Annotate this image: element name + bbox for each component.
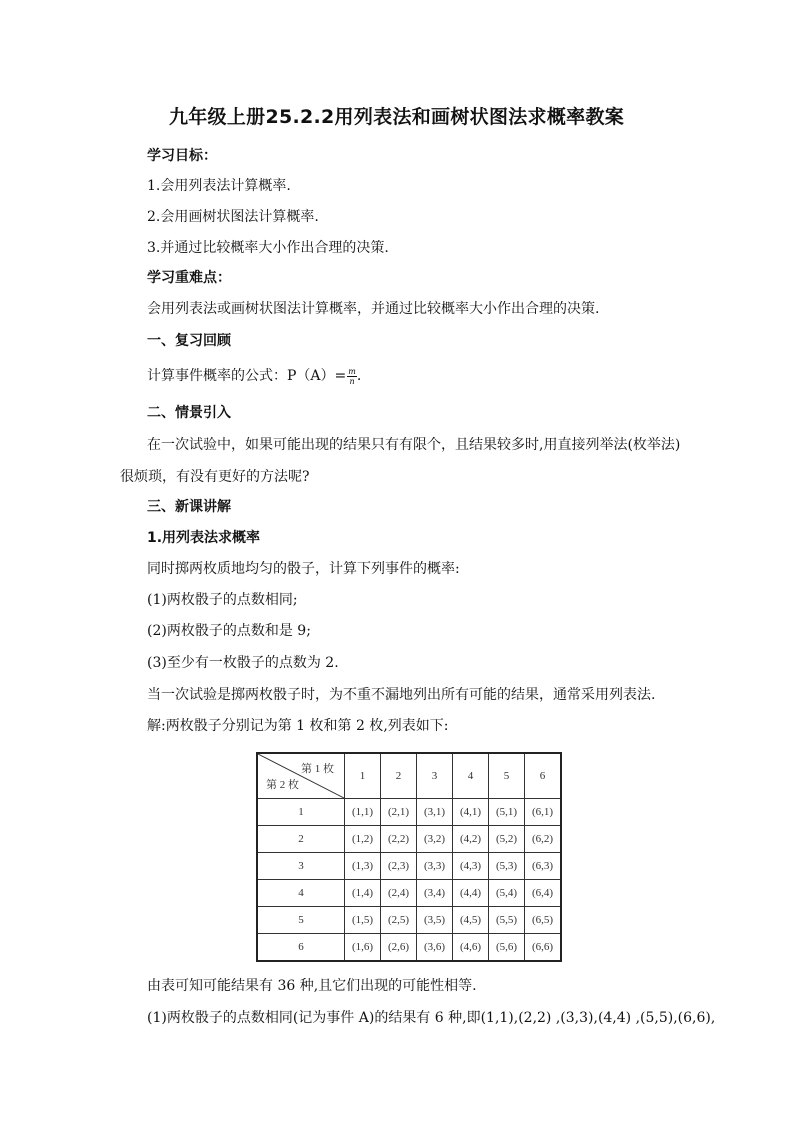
table-cell: (1,6) (345, 934, 381, 962)
row-header: 2 (257, 826, 345, 853)
table-cell: (3,5) (417, 907, 453, 934)
row-header: 4 (257, 880, 345, 907)
corner-label-first-die: 第 1 枚 (301, 763, 334, 775)
table-cell: (4,1) (453, 799, 489, 826)
table-row (257, 907, 561, 934)
table-cell: (6,2) (525, 826, 562, 853)
table-cell: (2,4) (381, 880, 417, 907)
table-cell: (6,3) (525, 853, 562, 880)
table-row (257, 934, 561, 962)
fraction (347, 367, 357, 386)
table-cell: (2,1) (381, 799, 417, 826)
row-header: 1 (257, 799, 345, 826)
table-cell: (6,5) (525, 907, 562, 934)
table-cell: (6,6) (525, 934, 562, 962)
column-header: 4 (453, 753, 489, 799)
intro-line: 很烦琐，有没有更好的方法呢? (120, 469, 310, 485)
solution-intro: 解:两枚骰子分别记为第 1 枚和第 2 枚,列表如下: (147, 718, 449, 734)
table-cell: (3,3) (417, 853, 453, 880)
table-cell: (2,6) (381, 934, 417, 962)
table-cell: (5,6) (489, 934, 525, 962)
corner-label-second-die: 第 2 枚 (266, 779, 299, 791)
table-corner-cell (257, 753, 345, 799)
column-header: 6 (525, 753, 562, 799)
table-header-row (257, 753, 561, 799)
table-cell: (1,2) (345, 826, 381, 853)
intro-line: 在一次试验中，如果可能出现的结果只有有限个，且结果较多时,用直接列举法(枚举法) (147, 437, 681, 453)
table-cell: (4,3) (453, 853, 489, 880)
dice-outcome-table (256, 752, 562, 962)
page-title: 九年级上册25.2.2用列表法和画树状图法求概率教案 (168, 106, 625, 128)
conclusion-text: 由表可知可能结果有 36 种,且它们出现的可能性相等. (147, 978, 477, 994)
table-cell: (4,2) (453, 826, 489, 853)
table-cell: (5,3) (489, 853, 525, 880)
table-cell: (5,1) (489, 799, 525, 826)
keypoints-heading: 学习重难点： (147, 270, 231, 286)
review-formula (147, 366, 361, 386)
table-cell: (4,5) (453, 907, 489, 934)
objective-item: 3.并通过比较概率大小作出合理的决策. (147, 240, 389, 256)
table-row (257, 880, 561, 907)
formula-prefix: 计算事件概率的公式：P（A）= (147, 368, 347, 384)
intro-heading: 二、情景引入 (147, 405, 231, 421)
method-note: 当一次试验是掷两枚骰子时，为不重不漏地列出所有可能的结果，通常采用列表法. (147, 687, 656, 703)
objectives-heading: 学习目标： (147, 148, 217, 164)
fraction-numerator: m (348, 366, 356, 376)
table-cell: (2,2) (381, 826, 417, 853)
problem-item: (1)两枚骰子的点数相同; (147, 592, 298, 608)
row-header: 6 (257, 934, 345, 962)
table-cell: (2,5) (381, 907, 417, 934)
table-cell: (4,4) (453, 880, 489, 907)
table-cell: (5,5) (489, 907, 525, 934)
problem-item: (2)两枚骰子的点数和是 9; (147, 623, 311, 639)
fraction-denominator: n (349, 376, 355, 386)
column-header: 1 (345, 753, 381, 799)
table-cell: (1,4) (345, 880, 381, 907)
table-row (257, 826, 561, 853)
table-cell: (4,6) (453, 934, 489, 962)
column-header: 5 (489, 753, 525, 799)
table-cell: (3,2) (417, 826, 453, 853)
column-header: 3 (417, 753, 453, 799)
table-row (257, 853, 561, 880)
table-cell: (2,3) (381, 853, 417, 880)
column-header: 2 (381, 753, 417, 799)
objective-item: 1.会用列表法计算概率. (147, 178, 291, 194)
sub-heading: 1.用列表法求概率 (147, 530, 261, 546)
table-cell: (3,1) (417, 799, 453, 826)
row-header: 3 (257, 853, 345, 880)
keypoints-text: 会用列表法或画树状图法计算概率，并通过比较概率大小作出合理的决策. (147, 301, 600, 317)
objective-item: 2.会用画树状图法计算概率. (147, 209, 319, 225)
problem-intro: 同时掷两枚质地均匀的骰子，计算下列事件的概率: (147, 561, 460, 577)
table-cell: (5,2) (489, 826, 525, 853)
row-header: 5 (257, 907, 345, 934)
formula-suffix: . (356, 368, 362, 384)
table-cell: (5,4) (489, 880, 525, 907)
problem-item: (3)至少有一枚骰子的点数为 2. (147, 655, 339, 671)
newlesson-heading: 三、新课讲解 (147, 499, 231, 515)
table-cell: (6,4) (525, 880, 562, 907)
table-cell: (1,3) (345, 853, 381, 880)
review-heading: 一、复习回顾 (147, 333, 231, 349)
table-cell: (6,1) (525, 799, 562, 826)
table-cell: (3,4) (417, 880, 453, 907)
table-cell: (1,1) (345, 799, 381, 826)
table-cell: (1,5) (345, 907, 381, 934)
table-cell: (3,6) (417, 934, 453, 962)
answer-text: (1)两枚骰子的点数相同(记为事件 A)的结果有 6 种,即(1,1),(2,2) ,(3,3),(4,4) ,(5,5),(6,6), (147, 1010, 716, 1026)
table-row (257, 799, 561, 826)
